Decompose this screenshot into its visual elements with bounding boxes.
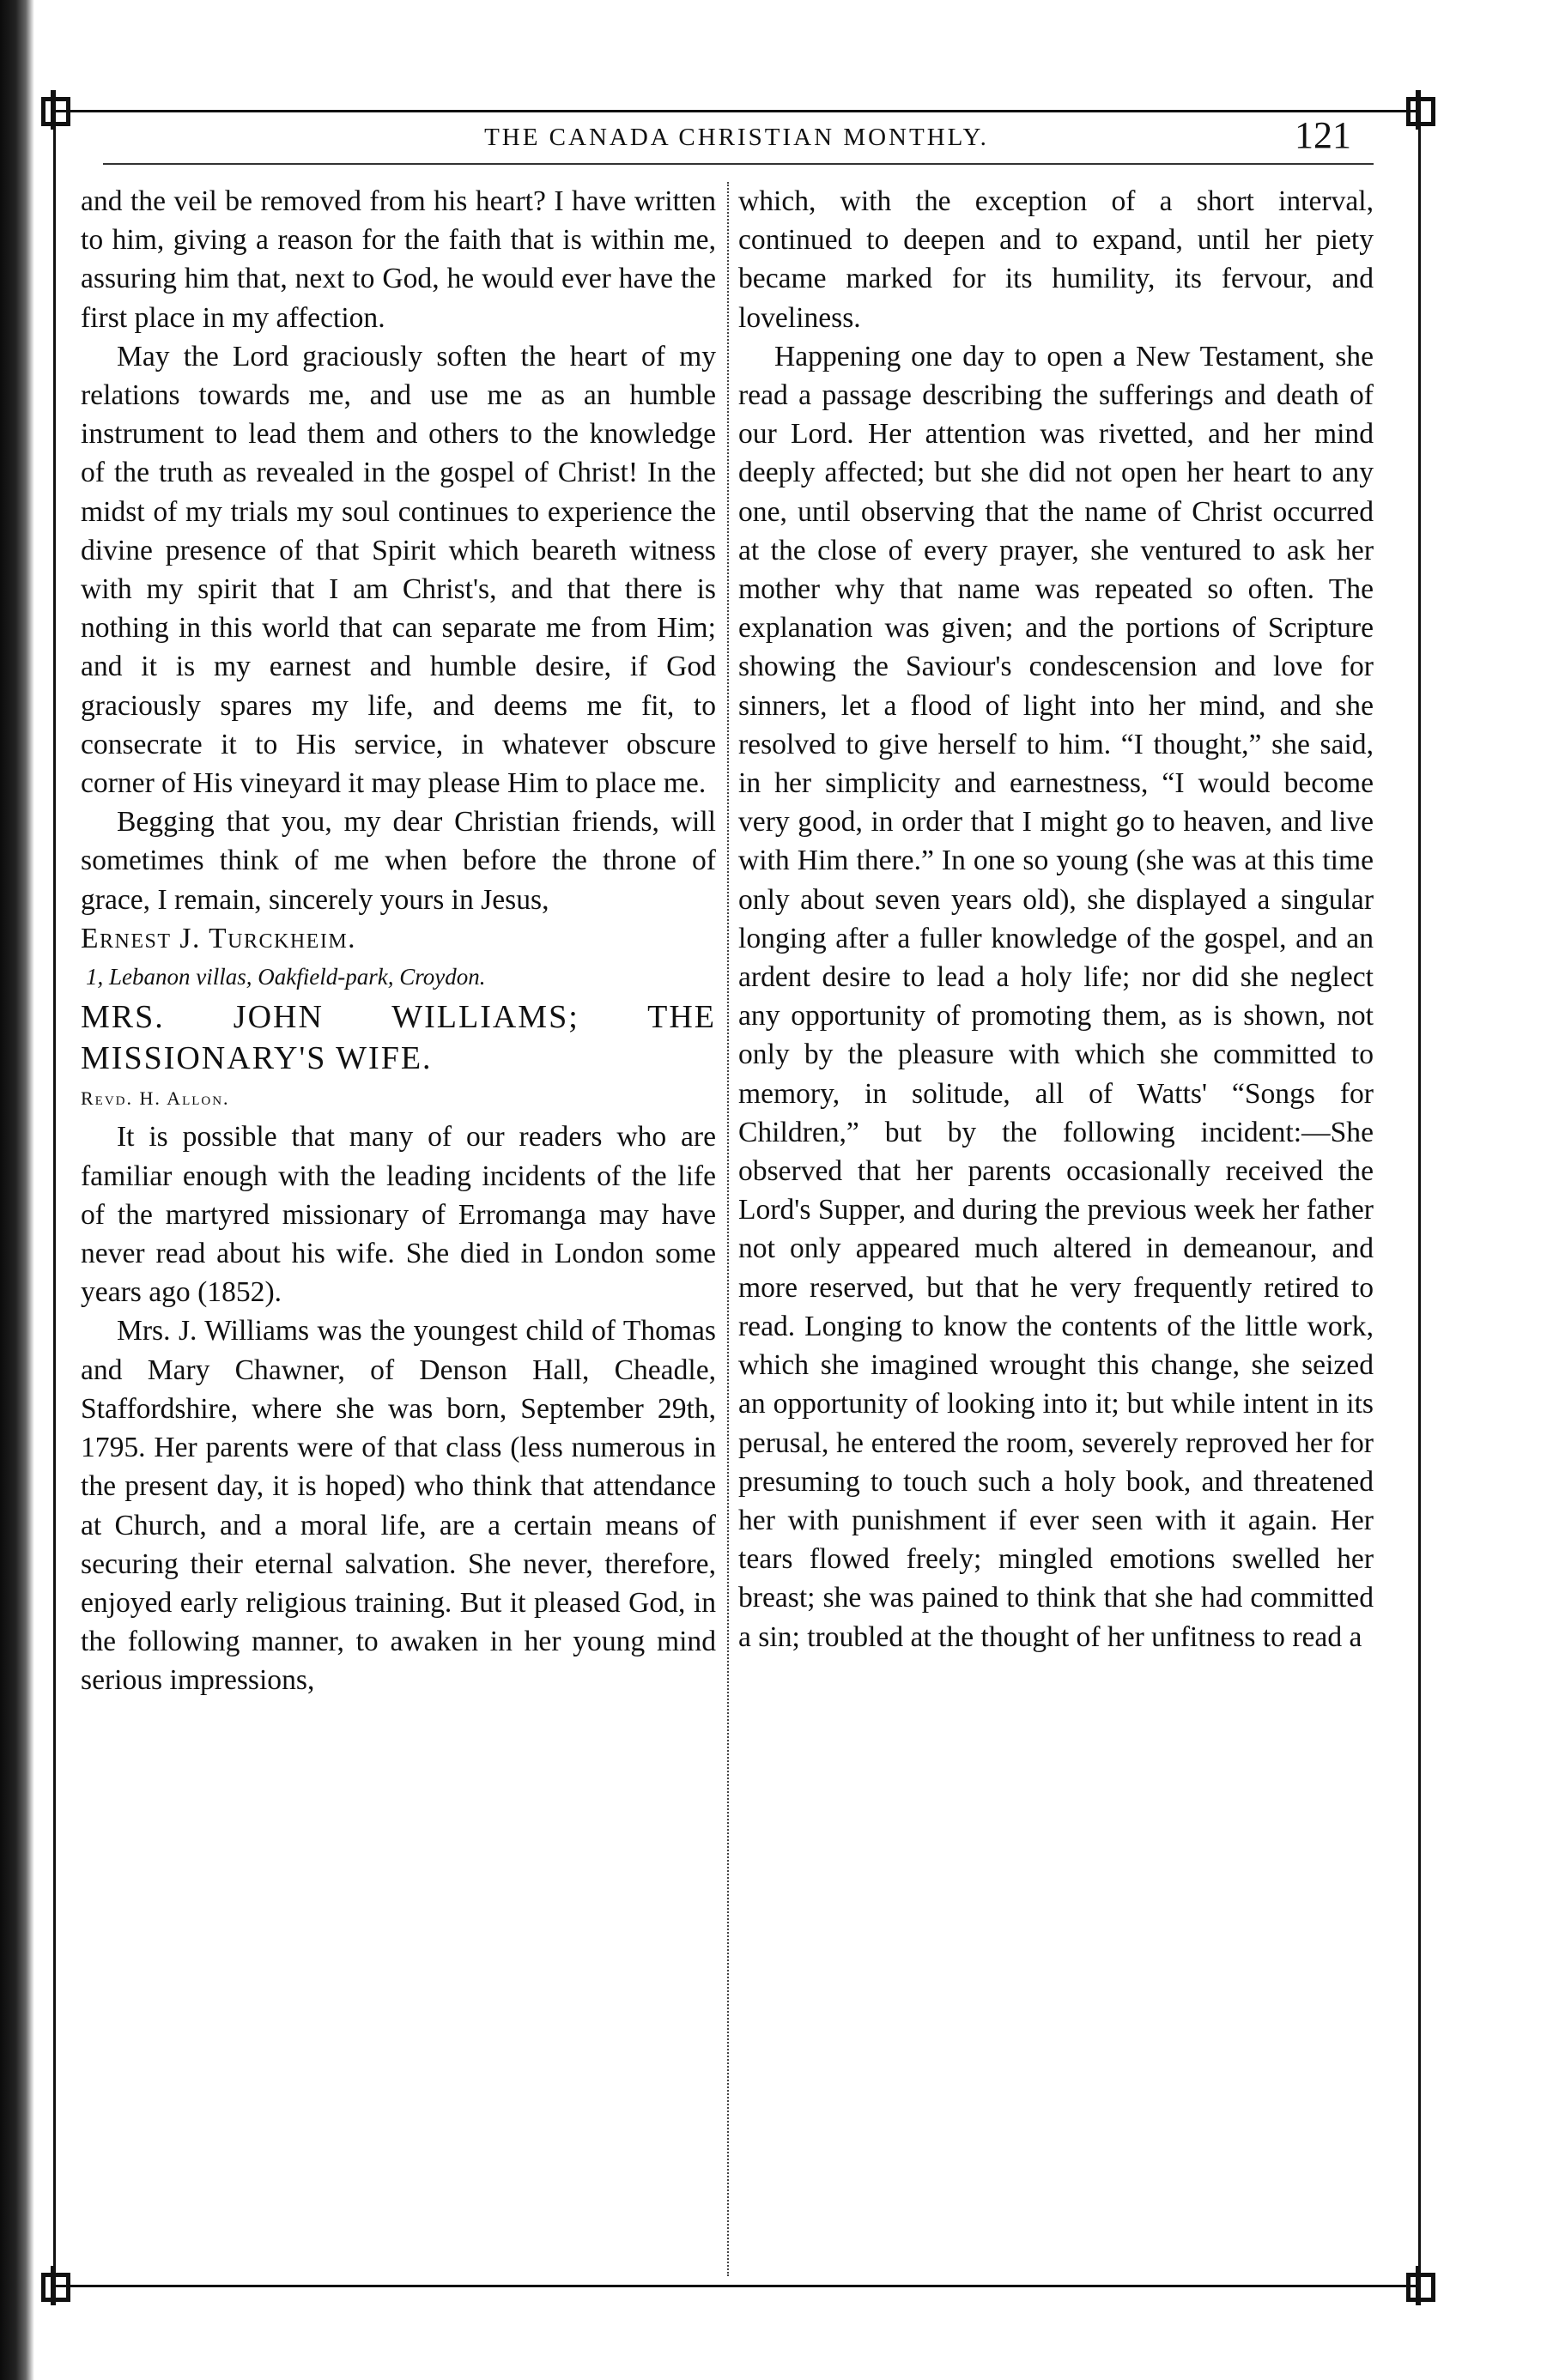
frame-border-bottom: [53, 2285, 1420, 2287]
frame-border-top: [53, 110, 1420, 112]
column-divider: [727, 182, 729, 2276]
book-spine-shadow: [0, 0, 34, 2380]
article-paragraph-1: It is possible that many of our readers who are familiar enough with the leading incidents of the life of the martyred missionary of Erromanga may have never read about his wife. She died in London some years ago (1852).: [81, 1121, 716, 1309]
header-rule: [103, 163, 1374, 165]
article-byline: Revd. H. Allon.: [81, 1087, 230, 1110]
publication-title: THE CANADA CHRISTIAN MONTHLY.: [484, 124, 989, 151]
article-paragraph-continued: which, with the exception of a short interval, continued to deepen and to expand, until her piety became marked for its humility, its fervour, and loveliness.: [738, 185, 1374, 334]
running-head: [53, 114, 1420, 161]
letter-signature: Ernest J. Turckheim.: [81, 922, 357, 954]
frame-corner-ornament-bottom-left: [34, 2266, 74, 2305]
article-title: MRS. JOHN WILLIAMS; THE MISSIONARY'S WIFE.: [81, 999, 716, 1077]
letter-paragraph-1: and the veil be removed from his heart? I have written to him, giving a reason for the faith that is within me, assuring him that, next to God, he would ever have the first place in my affection.: [81, 185, 716, 334]
article-paragraph-3: Happening one day to open a New Testament, she read a passage describing the sufferings and death of our Lord. Her attention was rivetted, and her mind deeply affected; but she did not open her heart to any one, until observing that the name of Christ occurred at the close of every prayer, she ventured to ask her mother why that name was repeated so often. The explanation was given; and the portions of Scripture showing the Saviour's condescension and love for sinners, let a flood of light into her mind, and she resolved to give herself to him. “I thought,” she said, in her simplicity and earnestness, “I would become very good, in order that I might go to heaven, and live with Him there.” In one so young (she was at this time only about seven years old), she displayed a singular longing after a fuller knowledge of the gospel, and an ardent desire to lead a holy life; nor did she neglect any opportunity of promoting them, as is shown, not only by the pleasure with which she committed to memory, in solitude, all of Watts' “Songs for Children,” but by the following incident:—She observed that her parents occasionally received the Lord's Supper, and during the previous week her father not only appeared much altered in demeanour, and more reserved, but that he very frequently retired to read. Longing to know the contents of the little work, which she imagined wrought this change, she seized an opportunity of looking into it; but while intent in its perusal, he entered the room, severely reproved her for presuming to touch such a holy book, and threatened her with punishment if ever seen with it again. Her tears flowed freely; mingled emotions swelled her breast; she was pained to think that she had committed a sin; troubled at the thought of her unfitness to read a: [738, 340, 1374, 1653]
left-column: [81, 182, 716, 1700]
frame-border-right: [1418, 110, 1421, 2285]
letter-address: 1, Lebanon villas, Oakfield-park, Croydon.: [86, 964, 486, 990]
letter-paragraph-2: May the Lord graciously soften the heart of my relations towards me, and use me as an humble instrument to lead them and others to the knowledge of the truth as revealed in the gospel of Christ! In the midst of my trials my soul continues to experience the divine presence of that Spirit which beareth witness with my spirit that I am Christ's, and that there is nothing in this world that can separate me from Him; and it is my earnest and humble desire, if God graciously spares my life, and deems me fit, to consecrate it to His service, in whatever obscure corner of His vineyard it may please Him to place me.: [81, 340, 716, 800]
frame-border-left: [53, 110, 56, 2285]
page-number: 121: [1295, 114, 1351, 156]
right-column: [738, 182, 1374, 1656]
article-paragraph-2: Mrs. J. Williams was the youngest child of Thomas and Mary Chawner, of Denson Hall, Cheadle, Staffordshire, where she was born, September 29th, 1795. Her parents were of that class (less numerous in the present day, it is hoped) who think that attendance at Church, and a moral life, are a certain means of securing their eternal salvation. She never, therefore, enjoyed early religious training. But it pleased God, in the following manner, to awaken in her young mind serious impressions,: [81, 1315, 716, 1697]
letter-paragraph-3: Begging that you, my dear Christian friends, will sometimes think of me when before the throne of grace, I remain, sincerely yours in Jesus,: [81, 806, 716, 916]
frame-corner-ornament-bottom-right: [1399, 2266, 1439, 2305]
